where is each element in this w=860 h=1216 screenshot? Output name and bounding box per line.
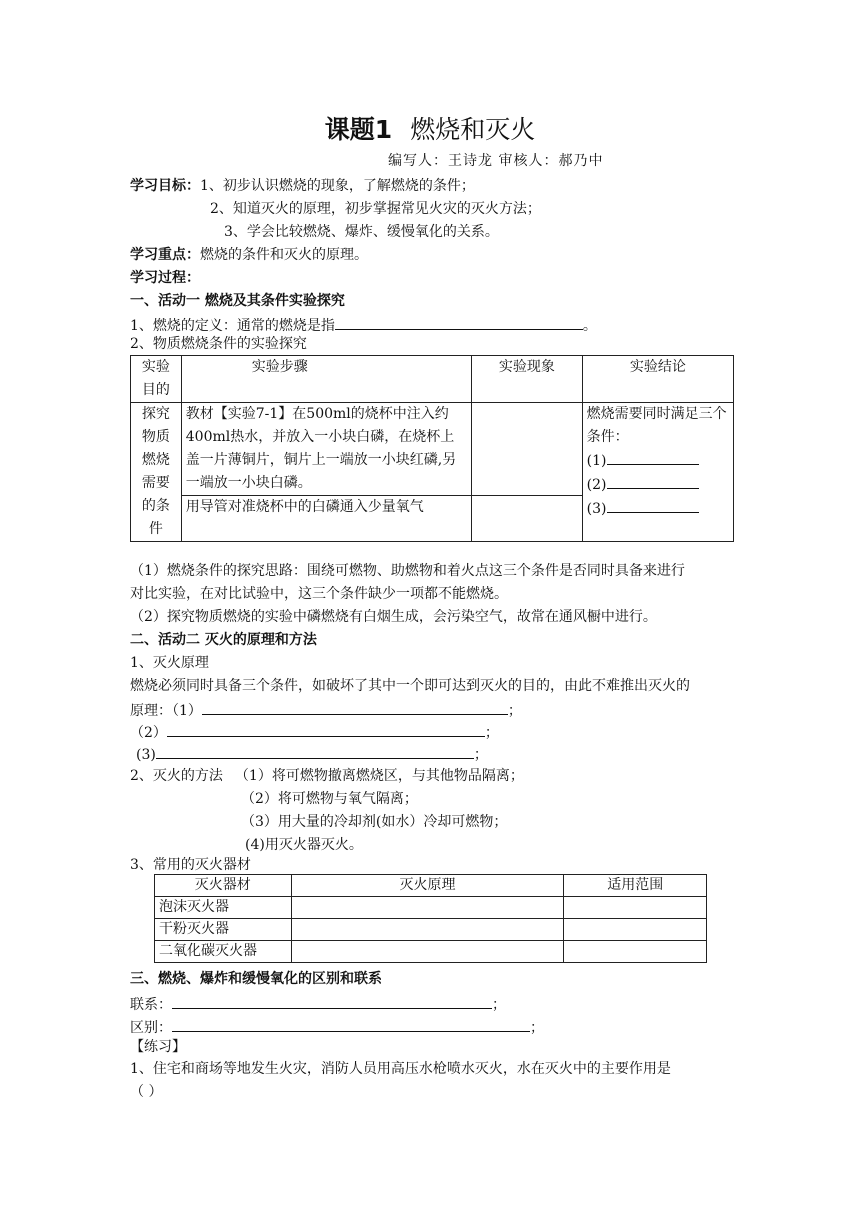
equip-header-scope: 适用范围 [564,875,707,897]
activity2-heading: 二、活动二 灭火的原理和方法 [130,632,317,648]
phenomenon-cell-1[interactable] [472,403,583,496]
step-cell-1: 教材【实验7-1】在500ml的烧杯中注入约400ml热水，并放入一小块白磷，在烧杯上盖一片薄铜片，铜片上一端放一小块红磷,另一端放一小块白磷。 [181,403,471,496]
header-conclusion: 实验结论 [582,356,733,403]
purpose-cell: 探究物质燃烧需要的条件 [131,403,182,542]
header-purpose: 实验目的 [131,356,182,403]
equip-row-foam: 泡沫灭火器 [155,897,292,919]
objectives-line-1 [130,176,475,196]
section3-heading: 三、燃烧、爆炸和缓慢氧化的区别和联系 [130,971,382,987]
note2: （2）探究物质燃烧的实验中磷燃烧有白烟生成，会污染空气，故常在通风橱中进行。 [130,609,657,625]
page-title [0,110,860,146]
objective-item-1: 1、初步认识燃烧的现象，了解燃烧的条件； [200,178,475,194]
equip-cell[interactable] [564,897,707,919]
method-1: （1）将可燃物撤离燃烧区，与其他物品隔离； [234,768,524,784]
equip-header-principle: 灭火原理 [291,875,564,897]
equip-row-co2: 二氧化碳灭火器 [155,941,292,963]
equip-cell[interactable] [291,941,564,963]
equip-cell[interactable] [291,919,564,941]
principle-title: 1、灭火原理 [130,655,209,671]
principle-blank-3[interactable] [156,743,474,759]
equipment-title: 3、常用的灭火器材 [130,857,251,873]
focus-line [130,245,368,265]
condition-blank-1[interactable] [607,449,699,465]
focus-label: 学习重点： [130,247,200,263]
note1-line-1: （1）燃烧条件的探究思路：围绕可燃物、助燃物和着火点这三个条件是否同时具备来进行 [130,563,685,579]
title-sub: 燃烧和灭火 [410,115,536,144]
condition-blank-3[interactable] [607,497,699,513]
conclusion-text: 燃烧需要同时满足三个条件： [586,406,727,445]
conclusion-cell [582,403,733,542]
condition-line-3: (3) [587,497,729,521]
author-line: 编写人：王诗龙 审核人：郝乃中 [388,153,604,169]
activity1-heading: 一、活动一 燃烧及其条件实验探究 [130,293,345,309]
header-phenomenon: 实验现象 [472,356,583,403]
methods-line-1 [130,766,524,786]
objective-item-2: 2、知道灭火的原理，初步掌握常见火灾的灭火方法； [210,201,541,217]
conditions-table [130,355,734,542]
step-cell-2: 用导管对准烧杯中的白磷通入少量氧气 [181,496,471,542]
equipment-table [154,874,707,963]
principle-line-2: （2） ； [130,721,499,743]
conditions-title: 2、物质燃烧条件的实验探究 [130,336,307,352]
header-steps: 实验步骤 [181,356,471,403]
equip-row-powder: 干粉灭火器 [155,919,292,941]
practice-q1-line-1: 1、住宅和商场等地发生火灾，消防人员用高压水枪喷水灭火，水在灭火中的主要作用是 [130,1061,671,1077]
principle-blank-1[interactable] [202,699,508,715]
definition-suffix: 。 [582,318,597,334]
definition-blank[interactable] [335,314,583,330]
link-blank[interactable] [172,993,492,1009]
methods-label: 2、灭火的方法 [130,768,223,784]
method-4: (4)用灭火器灭火。 [245,837,363,853]
objectives-label: 学习目标： [130,178,200,194]
definition-prefix: 1、燃烧的定义：通常的燃烧是指 [130,318,335,334]
principle-line-3: (3) ； [136,743,488,765]
link-line: 联系： ； [130,993,506,1015]
definition-line [130,314,597,336]
practice-q1-line-2: （ ） [130,1084,163,1100]
diff-blank[interactable] [172,1016,530,1032]
principle-blank-2[interactable] [167,721,485,737]
focus-text: 燃烧的条件和灭火的原理。 [200,247,368,263]
method-3: （3）用大量的冷却剂(如水）冷却可燃物； [241,814,508,830]
diff-line: 区别： ； [130,1016,544,1038]
note1-line-2: 对比实验，在对比试验中，这三个条件缺少一项都不能燃烧。 [130,586,508,602]
objective-item-3: 3、学会比较燃烧、爆炸、缓慢氧化的关系。 [224,224,499,240]
equip-cell[interactable] [291,897,564,919]
condition-line-2: (2) [587,473,729,497]
phenomenon-cell-2[interactable] [472,496,583,542]
principle-text: 燃烧必须同时具备三个条件，如破坏了其中一个即可达到灭火的目的，由此不难推出灭火的 [130,678,690,694]
practice-label: 【练习】 [130,1039,186,1055]
equip-cell[interactable] [564,941,707,963]
equip-header-name: 灭火器材 [155,875,292,897]
equip-cell[interactable] [564,919,707,941]
title-main: 课题1 [324,115,393,144]
condition-blank-2[interactable] [607,473,699,489]
process-label: 学习过程： [130,270,200,286]
principle-line-1: 原理：（1） ； [130,699,522,721]
condition-line-1: (1) [587,449,729,473]
method-2: （2）将可燃物与氧气隔离； [241,791,418,807]
